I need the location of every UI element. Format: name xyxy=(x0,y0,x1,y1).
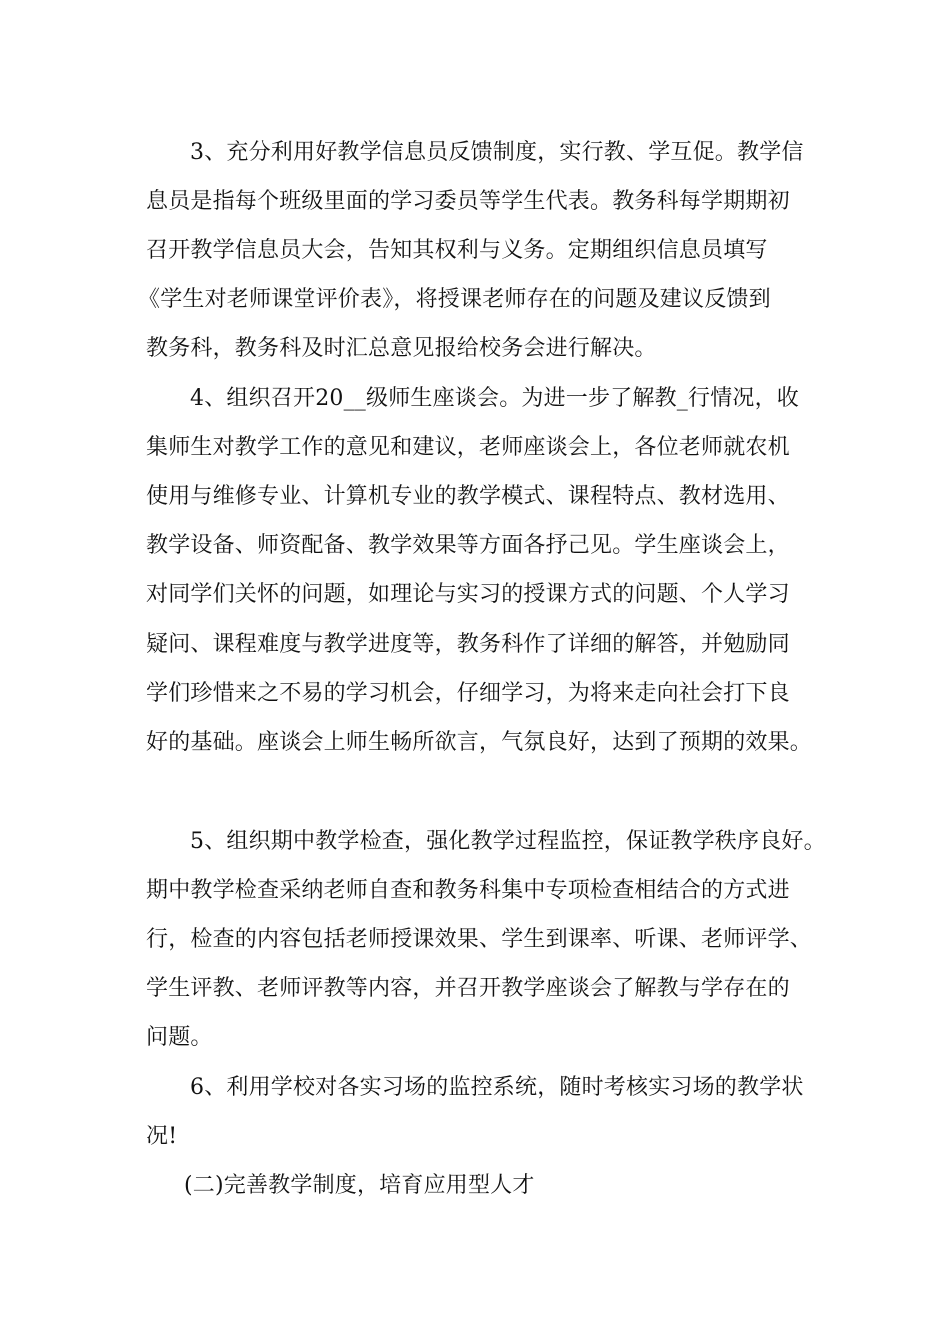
paragraph-5-line-3: 行，检查的内容包括老师授课效果、学生到课率、听课、老师评学、 xyxy=(146,927,813,952)
paragraph-4-line-2: 集师生对教学工作的意见和建议，老师座谈会上，各位老师就农机 xyxy=(146,435,790,460)
paragraph-4-line-4: 教学设备、师资配备、教学效果等方面各抒己见。学生座谈会上， xyxy=(146,533,790,558)
paragraph-4-line-6: 疑问、课程难度与教学进度等，教务科作了详细的解答，并勉励同 xyxy=(146,632,790,657)
paragraph-3-line-1: 3、充分利用好教学信息员反馈制度，实行教、学互促。教学信 xyxy=(190,140,804,165)
paragraph-3-line-5: 教务科，教务科及时汇总意见报给校务会进行解决。 xyxy=(146,336,657,361)
paragraph-6-line-1: 6、利用学校对各实习场的监控系统，随时考核实习场的教学状 xyxy=(190,1075,804,1100)
paragraph-4-line-8: 好的基础。座谈会上师生畅所欲言，气氛良好，达到了预期的效果。 xyxy=(146,730,813,755)
paragraph-5-line-4: 学生评教、老师评教等内容，并召开教学座谈会了解教与学存在的 xyxy=(146,976,790,1001)
paragraph-3-line-3: 召开教学信息员大会，告知其权利与义务。定期组织信息员填写 xyxy=(146,238,768,263)
paragraph-6-line-2: 况! xyxy=(146,1124,178,1149)
paragraph-4-line-1: 4、组织召开20__级师生座谈会。为进一步了解教_行情况，收 xyxy=(190,386,799,411)
paragraph-5-line-5: 问题。 xyxy=(146,1025,213,1050)
paragraph-3-line-4: 《学生对老师课堂评价表》，将授课老师存在的问题及建议反馈到 xyxy=(138,287,771,312)
paragraph-4-line-5: 对同学们关怀的问题，如理论与实习的授课方式的问题、个人学习 xyxy=(146,582,790,607)
section-heading: (二)完善教学制度，培育应用型人才 xyxy=(184,1173,535,1198)
paragraph-3-line-2: 息员是指每个班级里面的学习委员等学生代表。教务科每学期期初 xyxy=(146,189,790,214)
paragraph-4-line-3: 使用与维修专业、计算机专业的教学模式、课程特点、教材选用、 xyxy=(146,484,790,509)
paragraph-5-line-2: 期中教学检查采纳老师自查和教务科集中专项检查相结合的方式进 xyxy=(146,878,790,903)
paragraph-5-line-1: 5、组织期中教学检查，强化教学过程监控，保证教学秩序良好。 xyxy=(190,829,826,854)
paragraph-4-line-7: 学们珍惜来之不易的学习机会，仔细学习，为将来走向社会打下良 xyxy=(146,681,790,706)
